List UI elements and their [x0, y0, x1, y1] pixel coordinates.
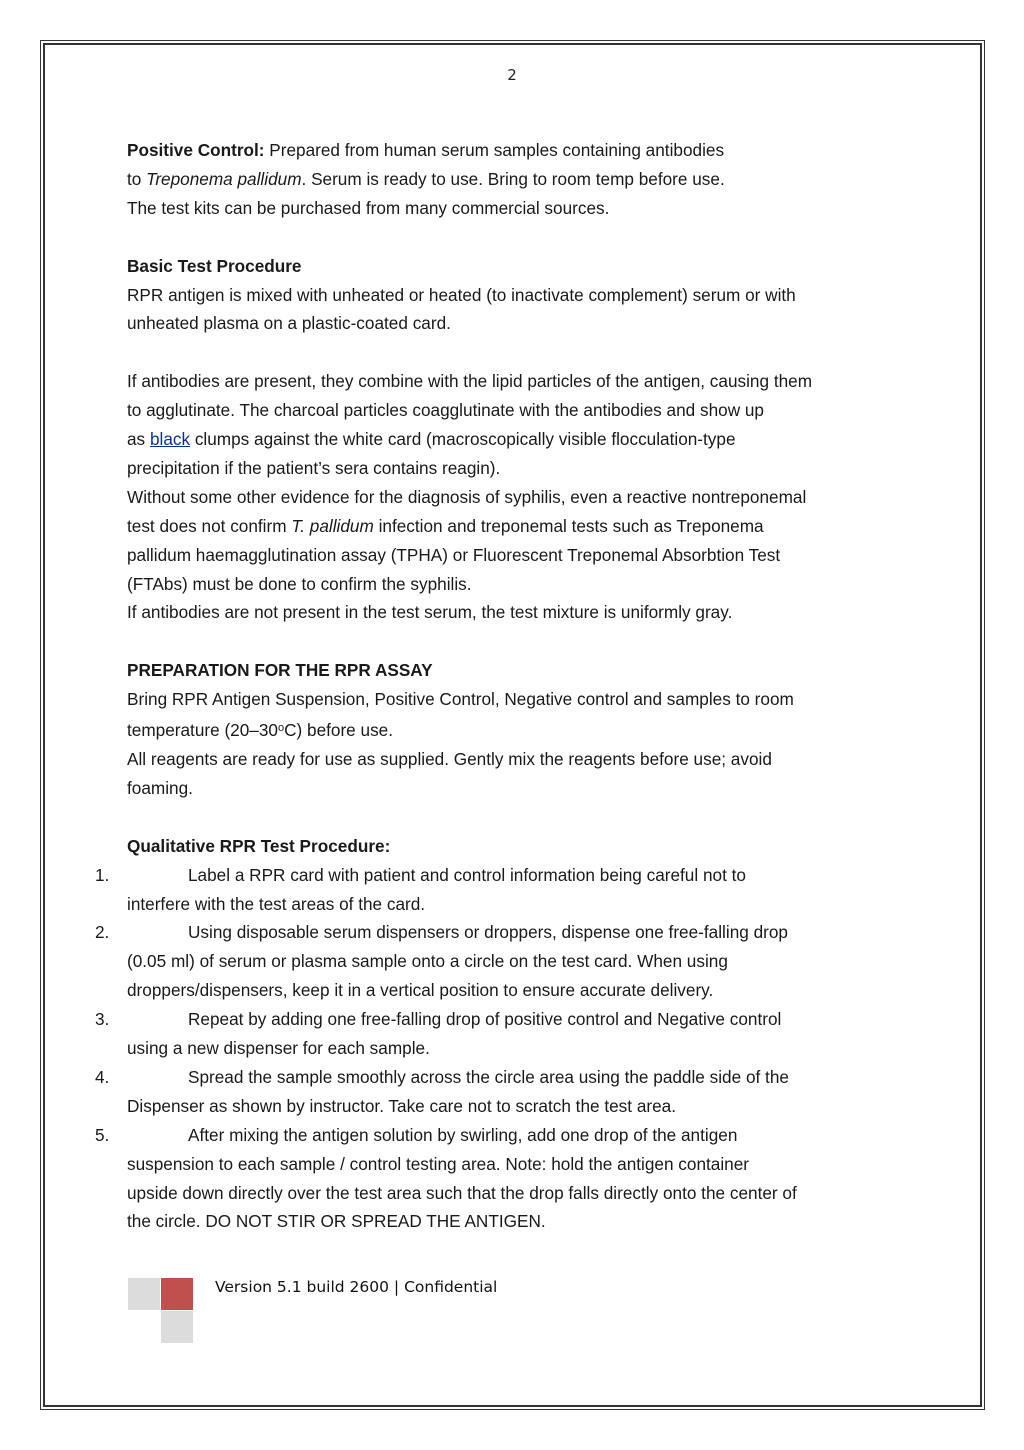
antibodies-line-2: to agglutinate. The charcoal particles coagglutinate with the antibodies and show up [127, 400, 764, 421]
basic-procedure-line-1: RPR antigen is mixed with unheated or heated (to inactivate complement) serum or with [127, 284, 796, 305]
footer-logo-block-gray [128, 1278, 160, 1310]
organism-short-name: T. pallidum [291, 515, 374, 536]
positive-control-line-1: Positive Control: Prepared from human serum samples containing antibodies [127, 140, 725, 160]
antibodies-line-9: If antibodies are not present in the test serum, the test mixture is uniformly gray. [127, 602, 733, 623]
step-number: 4. [95, 1066, 110, 1087]
black-link[interactable]: black [149, 429, 191, 450]
step-number: 1. [95, 864, 110, 885]
document-body [95, 136, 907, 1236]
step-3: 3. Repeat by adding one free-falling drop of positive control and Negative control using a new dispenser for each sample. [127, 1005, 907, 1063]
footer-version-text: Version 5.1 build 2600 | Confidential [215, 1278, 498, 1296]
qualitative-heading: Qualitative RPR Test Procedure: [127, 835, 391, 856]
step-number: 3. [95, 1009, 110, 1030]
positive-control-label: Positive Control: [127, 140, 265, 160]
antibodies-line-4: precipitation if the patient’s sera contains reagin). [127, 457, 501, 478]
antibodies-line-8: (FTAbs) must be done to confirm the syphilis. [127, 573, 472, 594]
preparation-line-1: Bring RPR Antigen Suspension, Positive Control, Negative control and samples to room [127, 689, 794, 710]
footer-logo-block-red [161, 1278, 193, 1310]
antibodies-line-1: If antibodies are present, they combine with the lipid particles of the antigen, causing them [127, 371, 813, 392]
step-5: 5. After mixing the antigen solution by swirling, add one drop of the antigen suspension to each sample / control testing area. Note: hold the antigen container upside down directly over the test area such that the drop falls directly onto the center of the circle. DO NOT STIR OR SPREAD THE ANTIGEN. [127, 1121, 907, 1237]
degree-superscript: o [277, 722, 285, 735]
step-number: 5. [95, 1124, 110, 1145]
organism-name: Treponema pallidum [146, 168, 302, 189]
positive-control-line-2: to Treponema pallidum. Serum is ready to use. Bring to room temp before use. [127, 168, 725, 189]
antibodies-line-3: as black clumps against the white card (macroscopically visible flocculation-type [127, 429, 736, 450]
step-1: 1. Label a RPR card with patient and control information being careful not to interfere with the test areas of the card. [127, 861, 907, 919]
step-number: 2. [95, 922, 110, 943]
antibodies-line-7: pallidum haemagglutination assay (TPHA) or Fluorescent Treponemal Absorbtion Test [127, 544, 781, 565]
page-number: 2 [507, 66, 517, 84]
positive-control-line-3: The test kits can be purchased from many commercial sources. [127, 197, 610, 218]
step-2: 2. Using disposable serum dispensers or droppers, dispense one free-falling drop (0.05 ml) of serum or plasma sample onto a circle on the test card. When using droppers/dispensers, keep it in a vertical position to ensure accurate delivery. [127, 918, 907, 1005]
antibodies-line-6: test does not confirm T. pallidum infection and treponemal tests such as Treponema [127, 515, 764, 536]
preparation-line-4: foaming. [127, 777, 193, 798]
preparation-line-3: All reagents are ready for use as supplied. Gently mix the reagents before use; avoid [127, 748, 772, 769]
basic-procedure-heading: Basic Test Procedure [127, 255, 302, 276]
preparation-line-2: temperature (20–30$^o$C) before use. [127, 720, 394, 741]
basic-procedure-line-2: unheated plasma on a plastic-coated card. [127, 313, 451, 334]
footer-logo-block-gray-lower [161, 1311, 193, 1343]
preparation-heading: PREPARATION FOR THE RPR ASSAY [127, 660, 433, 681]
step-4: 4. Spread the sample smoothly across the circle area using the paddle side of the Dispenser as shown by instructor. Take care not to scratch the test area. [127, 1063, 907, 1121]
antibodies-line-5: Without some other evidence for the diagnosis of syphilis, even a reactive nontreponemal [127, 486, 807, 507]
